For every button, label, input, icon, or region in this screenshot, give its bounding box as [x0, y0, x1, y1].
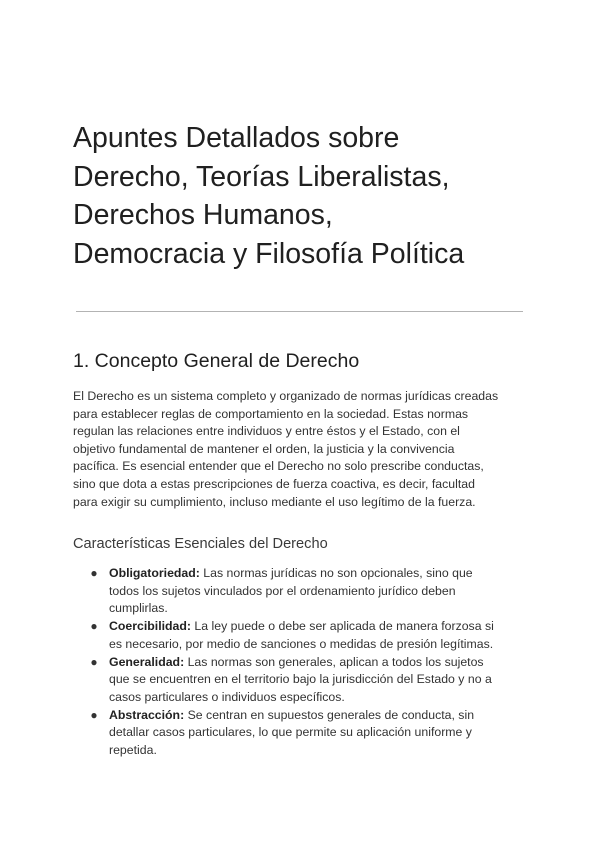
- document-title: [73, 119, 543, 273]
- title-line: Democracia y Filosofía Política: [73, 237, 465, 270]
- list-item-line: detallar casos particulares, lo que permite su aplicación uniforme y: [109, 725, 472, 740]
- paragraph-line: para establecer reglas de comportamiento en la sociedad. Estas normas: [73, 406, 469, 421]
- list-item-first-line: [109, 565, 525, 583]
- title-line: Apuntes Detallados sobre: [73, 122, 400, 154]
- list-item: [73, 565, 525, 618]
- list-item-line: todos los sujetos vinculados por el ordenamiento jurídico deben: [109, 583, 456, 598]
- paragraph-line: objetivo fundamental de mantener el orden, la justicia y la convivencia: [73, 441, 455, 456]
- title-line: Derechos Humanos,: [73, 199, 333, 231]
- paragraph-line: sino que dota a estas prescripciones de fuerza coactiva, es decir, facultad: [73, 476, 475, 491]
- list-item-term: Obligatoriedad:: [109, 566, 200, 580]
- paragraph-line: regulan las relaciones entre individuos y entre éstos y el Estado, con el: [73, 424, 460, 439]
- list-item: [73, 618, 525, 653]
- paragraph-line: El Derecho es un sistema completo y organizado de normas jurídicas creadas: [73, 389, 499, 403]
- list-item-text: Las normas jurídicas no son opcionales, sino que: [203, 566, 473, 580]
- list-item-line: que se encuentren en el territorio bajo la jurisdicción del Estado y no a: [109, 672, 492, 687]
- list-item-text: Se centran en supuestos generales de conducta, sin: [187, 707, 475, 722]
- characteristics-list: [73, 565, 525, 760]
- list-item-text: Las normas son generales, aplican a todos los sujetos: [187, 654, 484, 669]
- bullet-icon: ●: [90, 566, 98, 580]
- subsection-heading: Características Esenciales del Derecho: [73, 536, 328, 552]
- section-heading: 1. Concepto General de Derecho: [73, 350, 360, 372]
- list-item: [73, 707, 525, 760]
- list-item-line: es necesario, por medio de sanciones o medidas de presión legítimas.: [109, 636, 494, 651]
- list-item-first-line: [109, 654, 525, 672]
- list-item-line: repetida.: [109, 743, 157, 758]
- bullet-icon: ●: [90, 654, 98, 669]
- paragraph-line: pacífica. Es esencial entender que el Derecho no solo prescribe conductas,: [73, 459, 484, 474]
- bullet-icon: ●: [90, 619, 98, 634]
- list-item-first-line: [109, 618, 525, 636]
- title-line: Derecho, Teorías Liberalistas,: [73, 160, 450, 193]
- list-item-line: casos particulares o individuos específicos.: [109, 689, 345, 704]
- list-item-term: Generalidad:: [109, 654, 185, 669]
- list-item-first-line: [109, 707, 525, 725]
- list-item-text: La ley puede o debe ser aplicada de manera forzosa si: [194, 619, 494, 634]
- paragraph-line: para exigir su cumplimiento, incluso mediante el uso legítimo de la fuerza.: [73, 494, 476, 509]
- list-item-term: Abstracción:: [109, 707, 185, 722]
- list-item-line: cumplirlas.: [109, 601, 168, 616]
- bullet-icon: ●: [90, 707, 98, 722]
- horizontal-divider: [76, 311, 523, 312]
- list-item-term: Coercibilidad:: [109, 619, 191, 634]
- intro-paragraph: [73, 388, 525, 511]
- list-item: [73, 654, 525, 707]
